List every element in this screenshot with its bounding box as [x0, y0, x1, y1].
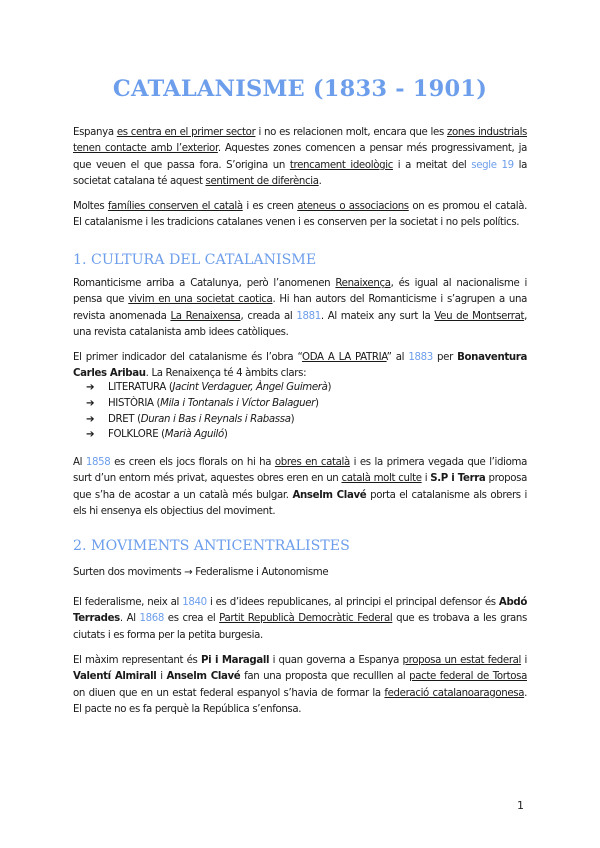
underlined-text: es centra en el primer sector	[116, 127, 256, 138]
section-heading-moviments: 2. MOVIMENTS ANTICENTRALISTES	[73, 538, 350, 554]
text: , una revista catalanista amb idees catòliques.	[73, 310, 527, 339]
text: )	[223, 429, 228, 441]
highlighted-date: segle 19	[471, 159, 514, 171]
arrow-right-icon: ➔	[86, 429, 95, 441]
text: , és igual al nacionalisme i pensa que	[73, 278, 527, 306]
text: que es trobava a les grans ciutats i es forma per la petita burgesia.	[73, 613, 527, 641]
highlighted-date: 1868	[139, 613, 165, 625]
underlined-text: trencament ideològic	[289, 159, 393, 171]
text: Moltes	[73, 201, 108, 212]
text: fan una proposta que reculllen al	[240, 671, 410, 683]
underlined-text: pacte federal de Tortosa	[409, 671, 527, 683]
underlined-text: ateneus o associacions	[297, 201, 409, 212]
underlined-text: zones industrials tenen contacte amb l’exterior	[73, 127, 528, 155]
highlighted-date: 1883	[408, 352, 433, 363]
moviments-paragraph-1: Surten dos moviments → Federalisme i Autonomisme	[73, 567, 329, 578]
text: i	[521, 655, 527, 666]
text: . Aquestes zones comencen a pensar més progressivament, ja que veuen el que passa fora. S’origina un	[73, 143, 527, 171]
text: per	[432, 352, 458, 363]
underlined-text: Renaixença	[335, 278, 391, 289]
underlined-text: vivim en una societat caotica	[128, 294, 273, 306]
text: El primer indicador del catalanisme és l’obra	[73, 352, 298, 363]
text: El federalisme, neix al	[73, 597, 183, 608]
underlined-text: La Renaixensa	[170, 310, 241, 322]
text: es crea el	[164, 613, 220, 625]
cultura-paragraph-3	[73, 455, 527, 521]
highlighted-date: 1881	[296, 310, 321, 322]
text: )	[315, 397, 319, 409]
highlighted-date: 1858	[85, 457, 111, 468]
text: . El pacte no es fa perquè la República s’enfonsa.	[73, 687, 527, 716]
section-heading-cultura: 1. CULTURA DEL CATALANISME	[73, 252, 317, 268]
bold-name: S.P i Terra	[430, 473, 486, 485]
quote-mark: ”	[386, 352, 392, 363]
underlined-text: sentiment de diferència	[205, 176, 319, 188]
bold-name: Valentí Almirall	[73, 671, 157, 683]
bold-name: Abdó Terrades	[73, 597, 527, 625]
italic-text: Mila i Tontanals i Víctor Balaguer	[160, 397, 316, 409]
text: Romanticisme arriba a Catalunya, però l’anomenen	[73, 278, 336, 289]
text: es creen els jocs florals on hi ha	[110, 457, 275, 468]
text: . La Renaixença té 4 àmbits clars:	[145, 368, 307, 380]
page-title: CATALANISME (1833 - 1901)	[112, 76, 488, 102]
text: . Hi han autors del Romanticisme i s’agrupen a una revista anomenada	[73, 294, 527, 322]
italic-text: Marià Aguiló	[164, 429, 224, 441]
list-item	[86, 396, 331, 412]
bold-name: Bonaventura Carles Aribau	[73, 352, 527, 380]
moviments-paragraph-3	[73, 653, 527, 719]
text: Al	[73, 457, 86, 468]
text: . Al mateix any surt la	[320, 310, 435, 322]
arrow-right-icon: ➔	[86, 397, 95, 409]
text: .	[318, 176, 322, 188]
text: porta el catalanisme als obrers i els hi ensenya els objectius del moviment.	[73, 489, 527, 518]
cultura-paragraph-1	[73, 276, 527, 342]
text: , creada al	[240, 310, 297, 322]
ambits-list	[86, 380, 331, 443]
text: al	[391, 352, 409, 363]
text: . Al	[119, 613, 140, 625]
list-item	[86, 412, 331, 428]
arrow-right-icon: ➔	[86, 413, 95, 425]
underlined-text: català molt culte	[341, 473, 422, 485]
text: proposa que s’ha de acostar a un català més bulgar.	[73, 473, 527, 501]
text: i quan governa a Espanya	[269, 655, 403, 666]
underlined-text: obres en català	[274, 457, 350, 468]
cultura-paragraph-2	[73, 350, 527, 383]
text: i	[421, 473, 431, 485]
page-number: 1	[517, 799, 524, 812]
italic-text: Duran i Bas i Reynals i Rabassa	[140, 413, 291, 425]
bold-name: Anselm Clavé	[166, 671, 241, 683]
highlighted-date: 1840	[182, 597, 207, 608]
underlined-text: Partit Republicà Democràtic Federal	[219, 613, 393, 625]
intro-paragraph-1	[73, 125, 527, 191]
moviments-paragraph-2	[73, 595, 527, 644]
underlined-text: ODA A LA PATRIA	[302, 352, 387, 363]
bold-name: Pi i Maragall	[200, 655, 270, 666]
bold-name: Anselm Clavé	[292, 489, 367, 501]
text: i a meitat del	[392, 159, 472, 171]
text: LITERATURA (	[108, 382, 173, 393]
underlined-text: federació catalanoaragonesa	[384, 687, 525, 699]
list-item	[86, 380, 331, 396]
text: DRET (	[108, 413, 141, 425]
text: HISTÒRIA (	[108, 397, 161, 409]
text: i	[156, 671, 167, 683]
text: El màxim representant és	[73, 655, 201, 666]
text: i no es relacionen molt, encara que les	[255, 127, 447, 138]
text: la societat catalana té aquest	[73, 159, 528, 188]
text: i es creen	[242, 201, 298, 212]
intro-paragraph-2	[73, 199, 527, 232]
text: FOLKLORE (	[108, 429, 165, 441]
text: )	[327, 382, 332, 393]
underlined-text: famílies conserven el català	[107, 201, 243, 212]
text: Espanya	[73, 127, 117, 138]
italic-text: Jacint Verdaguer, Àngel Guimerà	[172, 382, 328, 393]
text: )	[290, 413, 295, 425]
text: on diuen que en un estat federal espanyol s’havia de formar la	[73, 687, 385, 699]
quote-mark: “	[297, 352, 303, 363]
text: i es la primera vegada que l’idioma surt d’un entorn més privat, aquestes obres eren en un	[73, 457, 527, 485]
list-item	[86, 427, 331, 443]
text: i es d’idees republicanes, al principi el principal defensor és	[206, 597, 499, 608]
text: on es promou el català. El catalanisme i les tradicions catalanes venen i es conserven per la societat i no pels polítics.	[73, 201, 528, 229]
arrow-right-icon: ➔	[86, 382, 95, 393]
underlined-text: Veu de Montserrat	[434, 310, 525, 322]
underlined-text: proposa un estat federal	[402, 655, 522, 666]
